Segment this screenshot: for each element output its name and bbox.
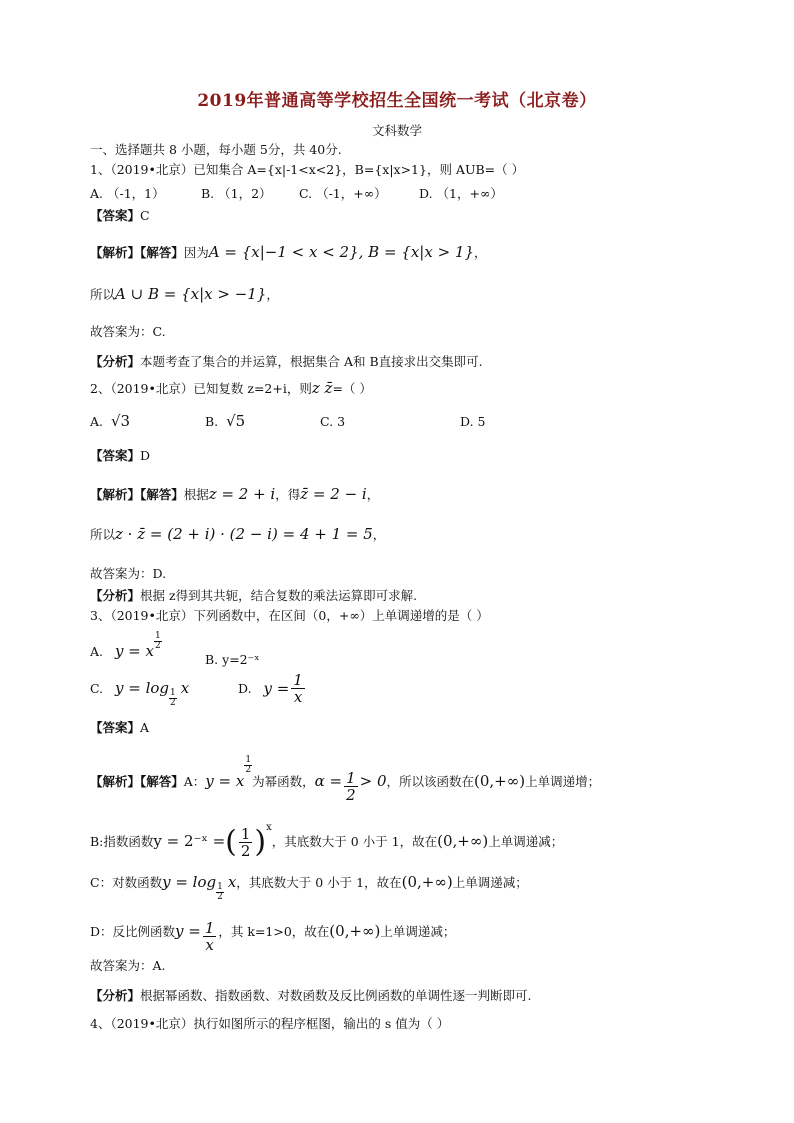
jiexi-text-end: ， [474, 245, 487, 260]
option-math: y = log [115, 679, 170, 697]
option-math: √3 [110, 412, 131, 430]
exponent: x [266, 822, 272, 833]
jiexi-math-2: z̄ = 2 − i [300, 485, 367, 503]
interval-math: (0,+∞) [437, 832, 489, 850]
jiexi-math: y = log [162, 873, 217, 891]
q3-fenxi [90, 988, 532, 1004]
option-var: x [180, 679, 190, 697]
fenxi-label: 【分析】 [90, 588, 141, 603]
jiexi-text: A： [183, 774, 206, 789]
option-label: A. [90, 644, 104, 659]
jiexi-math: y = 2⁻ˣ = [153, 832, 226, 850]
denominator: 2 [346, 786, 356, 804]
q1-conclusion: 故答案为：C. [90, 324, 166, 339]
jiexi-text: 因为 [183, 245, 209, 260]
q2-fenxi [90, 588, 417, 604]
q1-option-c: C. （-1，+∞） [299, 186, 387, 201]
jiexi-text-end: ， [366, 487, 380, 502]
q3-option-b: B. y=2⁻ˣ [205, 652, 260, 667]
q3-jiexi-b [90, 822, 564, 860]
jiexi-math: y = x [205, 772, 245, 790]
jiexi-text-end: 上单调递减； [380, 924, 456, 939]
suoyi-text-end: ， [372, 527, 386, 542]
q1-stem: 1、（2019•北京）已知集合 A={x|-1<x<2}，B={x|x>1}，则 AUB=（ ） [90, 162, 525, 177]
jiexi-label: 【解析】【解答】 [90, 487, 184, 502]
q1-option-b: B. （1，2） [201, 186, 272, 201]
answer-label: 【答案】 [90, 448, 141, 463]
fenxi-label: 【分析】 [90, 354, 141, 369]
jiexi-math: y = [175, 922, 201, 940]
q3-stem: 3、（2019•北京）下列函数中，在区间（0，+∞）上单调递增的是（ ） [90, 608, 489, 623]
exponent-fraction [154, 632, 162, 651]
jiexi-text: D：反比例函数 [90, 924, 176, 939]
denominator: 2 [240, 842, 251, 860]
suoyi-text: 所以 [90, 287, 116, 302]
fenxi-text: 根据 z得到其共轭，结合复数的乘法运算即可求解. [140, 588, 418, 603]
jiexi-var: x [227, 873, 237, 891]
interval-math: (0,+∞) [474, 772, 526, 790]
q2-option-d: D. 5 [460, 414, 486, 429]
fenxi-label: 【分析】 [90, 988, 141, 1003]
section-heading: 一、选择题共 8 小题，每小题 5分，共 40分. [90, 142, 342, 157]
jiexi-label: 【解析】【解答】 [90, 245, 184, 260]
q4-stem: 4、（2019•北京）执行如图所示的程序框图，输出的 s 值为（ ） [90, 1016, 450, 1031]
denominator: x [205, 936, 214, 954]
jiexi-text-post: ，其底数大于 0 小于 1，故在 [236, 875, 402, 890]
fenxi-text: 本题考查了集合的并运算，根据集合 A和 B直接求出交集即可. [140, 354, 483, 369]
option-label: D. [238, 681, 252, 696]
jiexi-text: 根据 [183, 487, 209, 502]
q2-option-b [205, 412, 245, 430]
q1-jiexi [90, 244, 487, 261]
q3-option-c [90, 678, 190, 708]
base-denominator: 2 [170, 698, 176, 708]
fenxi-text: 根据幂函数、指数函数、对数函数及反比例函数的单调性逐一判断即可. [140, 988, 532, 1003]
right-paren: ) [254, 824, 267, 860]
q2-answer [90, 448, 150, 464]
exp-numerator: 1 [245, 755, 252, 765]
jiexi-text-mid: ，得 [275, 487, 301, 502]
interval-math: (0,+∞) [401, 873, 453, 891]
q2-stem-math: z z̄ [311, 379, 333, 397]
numerator: 1 [240, 825, 251, 843]
q1-suoyi [90, 286, 279, 303]
fraction [203, 920, 217, 953]
jiexi-text-end: 上单调递增； [525, 774, 601, 789]
answer-value: C [140, 208, 150, 223]
suoyi-math: A ∪ B = {x|x > −1} [115, 285, 267, 303]
jiexi-text-post: ，所以该函数在 [386, 774, 475, 789]
option-label: B. [205, 414, 219, 429]
exponent-fraction [244, 756, 252, 775]
exam-title: 2019年普通高等学校招生全国统一考试（北京卷） [197, 91, 597, 111]
numerator: 1 [293, 671, 303, 689]
q3-jiexi-a [90, 755, 601, 804]
q3-jiexi-c [90, 872, 528, 902]
jiexi-text-end: 上单调递减； [488, 834, 564, 849]
numerator: 1 [204, 919, 215, 937]
option-label: C. [90, 681, 104, 696]
suoyi-math: z · z̄ = (2 + i) · (2 − i) = 4 + 1 = 5 [115, 525, 373, 543]
log-base-fraction [216, 883, 224, 902]
option-label: A. [90, 414, 104, 429]
log-base-fraction [169, 689, 177, 708]
base-numerator: 1 [217, 882, 223, 892]
q2-jiexi [90, 486, 379, 503]
option-math: y = x [114, 642, 154, 660]
base-fraction [239, 826, 253, 859]
q1-option-d: D. （1，+∞） [419, 186, 503, 201]
jiexi-text-post: ，其 k=1>0，故在 [218, 924, 330, 939]
fraction [291, 672, 305, 705]
gt-math: > 0 [359, 772, 387, 790]
q2-suoyi [90, 526, 385, 543]
exp-denominator: 2 [245, 765, 252, 775]
jiexi-text-mid: 为幂函数， [252, 774, 315, 789]
q2-conclusion: 故答案为：D. [90, 566, 167, 581]
q1-answer [90, 208, 150, 224]
left-paren: ( [225, 824, 237, 860]
jiexi-text-end: 上单调递减； [452, 875, 528, 890]
alpha-math: α = [314, 772, 343, 790]
answer-label: 【答案】 [90, 720, 141, 735]
jiexi-text: C：对数函数 [90, 875, 163, 890]
denominator: x [293, 688, 303, 706]
jiexi-text-post: ，其底数大于 0 小于 1，故在 [271, 834, 438, 849]
numerator: 1 [346, 769, 356, 787]
answer-value: D [140, 448, 151, 463]
q2-option-a [90, 412, 130, 430]
q3-jiexi-d [90, 916, 456, 954]
base-numerator: 1 [170, 688, 176, 698]
jiexi-text: B:指数函数 [90, 834, 154, 849]
base-denominator: 2 [217, 892, 223, 902]
option-math: √5 [226, 412, 246, 430]
exp-denominator: 2 [154, 641, 161, 651]
q2-stem [90, 380, 372, 397]
suoyi-text-end: ， [266, 287, 279, 302]
q2-stem-text: 2、（2019•北京）已知复数 z=2+i，则 [90, 381, 312, 396]
q3-option-d [238, 672, 307, 705]
q3-answer [90, 720, 149, 736]
suoyi-text: 所以 [90, 527, 116, 542]
q2-stem-end: =（ ） [332, 381, 372, 396]
jiexi-label: 【解析】【解答】 [90, 774, 184, 789]
exam-subtitle: 文科数学 [371, 123, 422, 138]
exp-numerator: 1 [154, 631, 161, 641]
alpha-fraction [344, 770, 358, 803]
q3-option-a [90, 631, 162, 661]
interval-math: (0,+∞) [329, 922, 381, 940]
answer-value: A [140, 720, 150, 735]
q2-option-c: C. 3 [320, 414, 346, 429]
q1-option-a: A. （-1，1） [90, 186, 165, 201]
jiexi-math: A = {x|−1 < x < 2}, B = {x|x > 1} [208, 243, 475, 261]
option-math: y = [263, 679, 290, 698]
q1-fenxi [90, 354, 483, 370]
jiexi-math: z = 2 + i [208, 485, 276, 503]
q3-conclusion: 故答案为：A. [90, 958, 166, 973]
answer-label: 【答案】 [90, 208, 141, 223]
